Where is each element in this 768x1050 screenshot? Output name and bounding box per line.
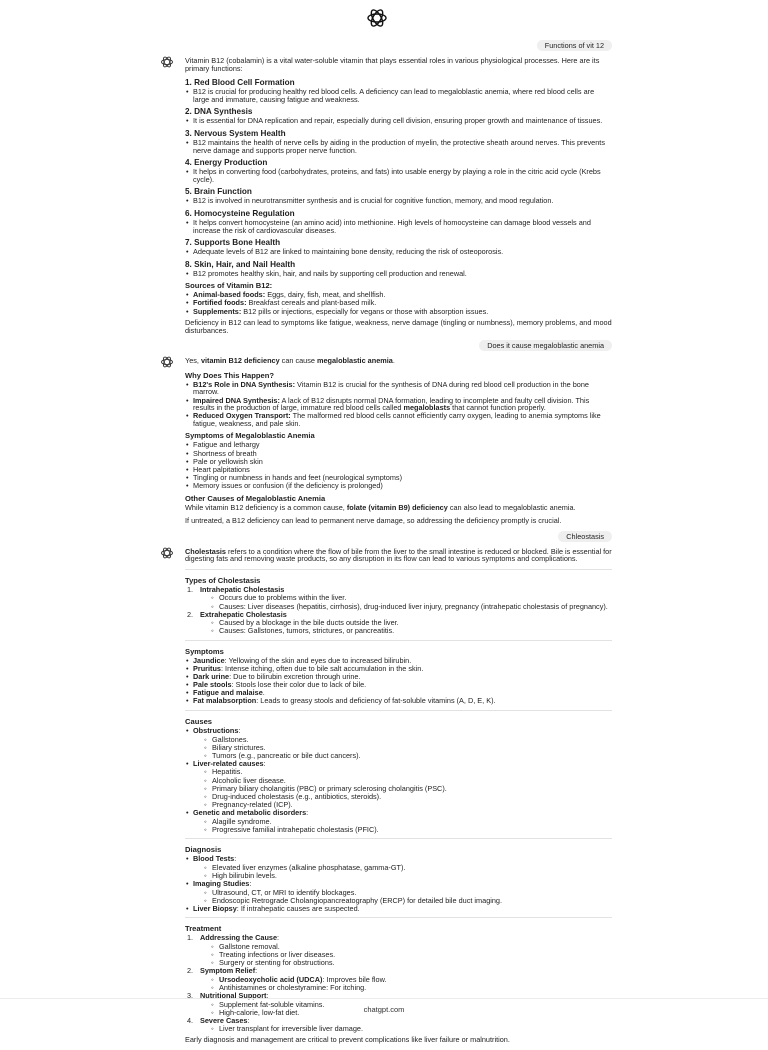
intro-paragraph <box>185 548 612 563</box>
sub-list-item: ◦ Ultrasound, CT, or MRI to identify blockages. <box>203 889 612 897</box>
item-text: : Leads to greasy stools and deficiency of fat-soluble vitamins (A, D, E, K). <box>256 696 496 706</box>
item-label: Genetic and metabolic disorders <box>193 807 307 817</box>
assistant-message <box>160 57 612 334</box>
list-item: • Shortness of breath <box>185 450 612 458</box>
list-item: • B12 is crucial for producing healthy red blood cells. A deficiency can lead to megaloblastic anemia, where red blood cells are large and immature, causing fatigue and weakness. <box>185 88 612 103</box>
list-item <box>185 809 612 833</box>
item-text: : Stools lose their color due to lack of bile. <box>231 680 367 690</box>
assistant-message <box>160 357 612 524</box>
item-text: Vitamin B12 is crucial for the synthesis of DNA during red blood cell production in the bone marrow. <box>193 379 589 397</box>
item-label: Obstructions <box>193 726 239 735</box>
sub-list-item: ◦ Primary biliary cholangitis (PBC) or primary sclerosing cholangitis (PSC). <box>203 785 612 793</box>
text-run: can also lead to megaloblastic anemia. <box>447 502 576 512</box>
item-number: 2. <box>187 609 194 619</box>
item-label: Impaired DNA Synthesis: <box>193 395 280 405</box>
sub-list-item: ◦ Causes: Gallstones, tumors, strictures, or pancreatitis. <box>210 627 612 635</box>
user-message-bubble: Functions of vit 12 <box>537 40 612 51</box>
list-item: • Adequate levels of B12 are linked to maintaining bone density, reducing the risk of osteoporosis. <box>185 248 612 256</box>
openai-logo-icon <box>366 8 388 28</box>
item-text: The malformed red blood cells cannot efficiently carry oxygen, leading to anemia symptoms like fatigue, weakness, and pale skin. <box>193 411 601 428</box>
item-text: : If intrahepatic causes are suspected. <box>236 903 360 913</box>
bold-run: vitamin B12 deficiency <box>200 356 280 366</box>
text-run: can cause <box>279 356 317 366</box>
list-item: • Tingling or numbness in hands and feet (neurological symptoms) <box>185 474 612 482</box>
user-message-bubble: Chleostasis <box>558 531 612 542</box>
item-label: Animal-based foods: <box>193 290 266 300</box>
item-text: Breakfast cereals and plant-based milk. <box>246 298 377 308</box>
text-run: : Improves bile flow. <box>322 974 387 984</box>
bold-run: megaloblastic anemia <box>316 356 393 366</box>
item-text: : Yellowing of the skin and eyes due to increased bilirubin. <box>224 655 412 665</box>
sub-list-item: ◦ Supplement fat-soluble vitamins. <box>210 1001 612 1009</box>
item-number: 2. <box>187 966 194 976</box>
section-heading: 8. Skin, Hair, and Nail Health <box>185 259 296 269</box>
section-heading: Treatment <box>185 924 222 934</box>
conversation-thread <box>160 38 612 1050</box>
divider <box>185 710 612 711</box>
list-item <box>185 308 612 316</box>
section-heading: 6. Homocysteine Regulation <box>185 208 295 218</box>
list-item <box>185 855 612 879</box>
intro-paragraph <box>185 357 612 365</box>
item-label: Blood Tests <box>193 854 235 864</box>
sub-list-item: ◦ Progressive familial intrahepatic cholestasis (PFIC). <box>203 826 612 834</box>
sub-list-item: ◦ High bilirubin levels. <box>203 872 612 880</box>
intro-paragraph: Vitamin B12 (cobalamin) is a vital water-soluble vitamin that plays essential roles in various physiological processes. Here are its primary functions: <box>185 56 600 73</box>
section-heading: 1. Red Blood Cell Formation <box>185 78 295 88</box>
item-label: Fatigue and malaise <box>193 688 263 698</box>
item-text: that cannot function properly. <box>450 403 546 413</box>
item-text: Eggs, dairy, fish, meat, and shellfish. <box>265 290 386 300</box>
item-colon: : <box>234 854 237 864</box>
list-item <box>185 1017 612 1033</box>
item-label: Liver Biopsy <box>193 903 237 913</box>
text-run: While vitamin B12 deficiency is a common cause, <box>185 502 347 512</box>
section-heading: 4. Energy Production <box>185 158 268 168</box>
list-item <box>185 967 612 991</box>
item-label: Fortified foods: <box>193 298 247 308</box>
item-colon: : <box>266 991 269 1001</box>
item-label: Liver-related causes <box>193 758 264 768</box>
sub-list-item: ◦ Tumors (e.g., pancreatic or bile duct cancers). <box>203 752 612 760</box>
divider <box>185 640 612 641</box>
divider <box>185 917 612 918</box>
item-text: A lack of B12 disrupts normal DNA formation, leading to incomplete and faulty cell division. This results in the production of large, immature red blood cells called <box>193 395 590 413</box>
assistant-message <box>160 548 612 1044</box>
text-run: Yes, <box>185 356 201 366</box>
list-item: • It helps in converting food (carbohydrates, proteins, and fats) into usable energy by playing a role in the citric acid cycle (Krebs cycle). <box>185 168 612 183</box>
section-heading: Causes <box>185 717 213 726</box>
item-text: : Intense itching, often due to bile salt accumulation in the skin. <box>220 664 424 674</box>
sub-list-item: ◦ Drug-induced cholestasis (e.g., antibiotics, steroids). <box>203 793 612 801</box>
list-item: • Memory issues or confusion (if the deficiency is prolonged) <box>185 482 612 490</box>
section-heading: 7. Supports Bone Health <box>185 238 281 248</box>
section-heading: 5. Brain Function <box>185 187 252 197</box>
outro-paragraph: Early diagnosis and management are critical to prevent complications like liver failure or malnutrition. <box>185 1035 510 1044</box>
user-message-row <box>160 40 612 51</box>
list-item: • B12 promotes healthy skin, hair, and nails by supporting cell production and renewal. <box>185 270 612 278</box>
user-message-bubble: Does it cause megaloblastic anemia <box>479 340 612 351</box>
list-item: • It helps convert homocysteine (an amino acid) into methionine. High levels of homocysteine can damage blood vessels and increase the risk of cardiovascular diseases. <box>185 219 612 234</box>
item-label: Fat malabsorption <box>193 696 257 706</box>
sub-list-item: ◦ Antihistamines or cholestyramine: For itching. <box>210 984 612 992</box>
item-colon: : <box>263 758 266 768</box>
list-item: • Fatigue and lethargy <box>185 441 612 449</box>
text-run: . <box>392 356 395 366</box>
section-heading: Sources of Vitamin B12: <box>185 281 273 291</box>
item-label: Pale stools <box>193 680 232 690</box>
bold-run: Ursodeoxycholic acid (UDCA) <box>219 974 323 984</box>
section-heading: Other Causes of Megaloblastic Anemia <box>185 493 326 503</box>
section-heading: Types of Cholestasis <box>185 575 261 585</box>
list-item <box>185 880 612 904</box>
sub-list-item: ◦ Gallstone removal. <box>210 943 612 951</box>
list-item <box>185 934 612 966</box>
text-run: refers to a condition where the flow of bile from the liver to the small intestine is reduced or blocked. Bile is essential for digesting fats and removing waste products, so any disruption in its flow can lead to various symptoms and complications. <box>185 546 612 564</box>
list-item <box>185 586 612 610</box>
item-colon: : <box>247 1015 250 1025</box>
list-item <box>185 760 612 809</box>
list-item <box>185 697 612 705</box>
list-item: • B12 maintains the health of nerve cells by aiding in the production of myelin, the protective sheath around nerves. This prevents nerve damage and supports proper nerve function. <box>185 139 612 154</box>
paragraph <box>185 504 612 512</box>
bold-run: folate (vitamin B9) deficiency <box>346 502 448 512</box>
assistant-avatar-icon <box>160 57 174 67</box>
bold-run: megaloblasts <box>403 403 451 413</box>
list-item: • Pale or yellowish skin <box>185 458 612 466</box>
list-item: • Heart palpitations <box>185 466 612 474</box>
list-item <box>185 905 612 913</box>
item-number: 3. <box>187 991 194 1001</box>
sub-list-item: ◦ Treating infections or liver diseases. <box>210 951 612 959</box>
sub-list-item: ◦ Liver transplant for irreversible liver damage. <box>210 1025 612 1033</box>
item-label: Dark urine <box>193 672 230 682</box>
item-text: B12 pills or injections, especially for vegans or those with absorption issues. <box>241 306 489 316</box>
section-heading: 2. DNA Synthesis <box>185 107 253 117</box>
item-number: 1. <box>187 933 194 943</box>
footer-url[interactable]: chatgpt.com <box>363 1005 405 1014</box>
sub-list-item: ◦ Biliary strictures. <box>203 744 612 752</box>
item-label: B12's Role in DNA Synthesis: <box>193 379 296 389</box>
item-label: Intrahepatic Cholestasis <box>200 584 285 594</box>
item-label: Imaging Studies <box>193 879 250 888</box>
list-item <box>185 611 612 635</box>
list-item <box>185 397 612 412</box>
item-number: 1. <box>187 584 194 594</box>
section-heading: 3. Nervous System Health <box>185 128 286 138</box>
item-label: Reduced Oxygen Transport: <box>193 411 291 421</box>
list-item: • B12 is involved in neurotransmitter synthesis and is crucial for cognitive function, memory, and mood regulation. <box>185 197 612 205</box>
item-colon: : <box>249 879 252 888</box>
sub-list-item: ◦ Elevated liver enzymes (alkaline phosphatase, gamma-GT). <box>203 864 612 872</box>
footer-divider <box>0 998 768 999</box>
item-label: Addressing the Cause <box>200 933 278 943</box>
sub-list-item: ◦ Causes: Liver diseases (hepatitis, cirrhosis), drug-induced liver injury, pregnancy (intrahepatic cholestasis of pregnancy). <box>210 603 612 611</box>
outro-paragraph: Deficiency in B12 can lead to symptoms like fatigue, weakness, nerve damage (tingling or numbness), memory problems, and mood disturbances. <box>185 318 612 335</box>
sub-list-item: ◦ Pregnancy-related (ICP). <box>203 801 612 809</box>
section-heading: Symptoms of Megaloblastic Anemia <box>185 431 315 441</box>
divider <box>185 569 612 570</box>
section-heading: Why Does This Happen? <box>185 370 275 380</box>
item-label: Extrahepatic Cholestasis <box>200 609 287 619</box>
sub-list-item: ◦ Surgery or stenting for obstructions. <box>210 959 612 967</box>
paragraph: If untreated, a B12 deficiency can lead to permanent nerve damage, so addressing the deficiency promptly is crucial. <box>185 516 562 526</box>
sub-list-item: ◦ Occurs due to problems within the liver. <box>210 594 612 602</box>
item-colon: : <box>255 966 258 976</box>
item-label: Severe Cases <box>200 1015 248 1025</box>
item-label: Jaundice <box>193 655 225 665</box>
list-item <box>185 727 612 759</box>
item-label: Supplements: <box>193 306 242 316</box>
sub-list-item: ◦ Caused by a blockage in the bile ducts outside the liver. <box>210 619 612 627</box>
list-item <box>185 412 612 427</box>
item-label: Pruritus <box>193 664 221 674</box>
item-text: . <box>262 688 265 698</box>
sub-list-item: ◦ Alagille syndrome. <box>203 818 612 826</box>
user-message-row <box>160 531 612 542</box>
assistant-avatar-icon <box>160 548 174 558</box>
sub-list-item: ◦ Alcoholic liver disease. <box>203 777 612 785</box>
item-label: Symptom Relief <box>200 966 256 976</box>
sub-list-item: ◦ Hepatitis. <box>203 768 612 776</box>
section-heading: Symptoms <box>185 646 224 656</box>
item-colon: : <box>277 933 280 943</box>
sub-list-item: ◦ Gallstones. <box>203 736 612 744</box>
item-colon: : <box>306 807 309 817</box>
user-message-row <box>160 340 612 351</box>
item-text: : Due to bilirubin excretion through urine. <box>229 672 361 682</box>
bold-run: Cholestasis <box>185 546 226 556</box>
item-colon: : <box>238 726 241 735</box>
sub-list-item: ◦ Endoscopic Retrograde Cholangiopancreatography (ERCP) for detailed bile duct imaging. <box>203 897 612 905</box>
item-label: Nutritional Support <box>200 991 267 1001</box>
item-number: 4. <box>187 1015 194 1025</box>
divider <box>185 838 612 839</box>
section-heading: Diagnosis <box>185 845 222 855</box>
list-item: • It is essential for DNA replication and repair, especially during cell division, ensuring proper growth and maintenance of tissues. <box>185 117 612 125</box>
assistant-avatar-icon <box>160 357 174 367</box>
sub-list-item: ◦ High-calorie, low-fat diet. <box>210 1009 612 1017</box>
list-item <box>185 381 612 396</box>
